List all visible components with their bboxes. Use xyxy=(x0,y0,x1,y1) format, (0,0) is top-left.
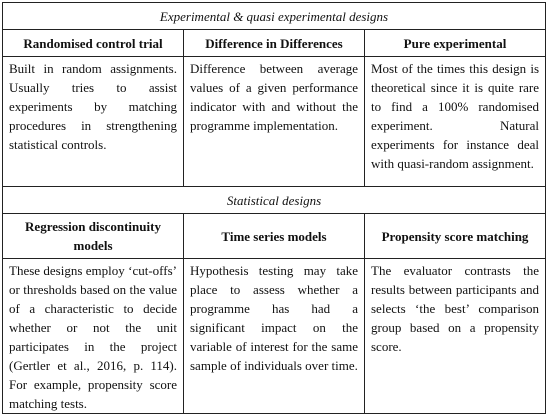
header-regression-discontinuity: Regression discontinuity models xyxy=(3,214,184,259)
header-time-series: Time series models xyxy=(184,214,365,259)
cell-time-series: Hypothesis testing may take place to assess whether a programme has had a significant impact on the variable of interest for the same sample of individuals over time. xyxy=(184,259,365,414)
section-title-statistical: Statistical designs xyxy=(3,187,546,214)
research-designs-table xyxy=(2,2,546,414)
header-difference-in-differences: Difference in Differences xyxy=(184,30,365,57)
cell-difference-in-differences: Difference between average values of a given performance indicator with and without the programme implementation. xyxy=(184,57,365,187)
cell-randomised-control-trial: Built in random assignments. Usually tries to assist experiments by matching procedures in strengthening statistical controls. xyxy=(3,57,184,187)
cell-propensity-score-matching: The evaluator contrasts the results between participants and selects ‘the best’ comparison group based on a propensity score. xyxy=(365,259,546,414)
header-pure-experimental: Pure experimental xyxy=(365,30,546,57)
cell-regression-discontinuity: These designs employ ‘cut-offs’ or thresholds based on the value of a characteristic to decide whether or not the unit participates in the project (Gertler et al., 2016, p. 114). For example, propensity score matching tests. xyxy=(3,259,184,414)
cell-pure-experimental: Most of the times this design is theoretical since it is quite rare to find a 100% randomised experiment. Natural experiments for instance deal with quasi-random assignment. xyxy=(365,57,546,187)
section-title-experimental: Experimental & quasi experimental designs xyxy=(3,3,546,30)
header-propensity-score-matching: Propensity score matching xyxy=(365,214,546,259)
header-randomised-control-trial: Randomised control trial xyxy=(3,30,184,57)
